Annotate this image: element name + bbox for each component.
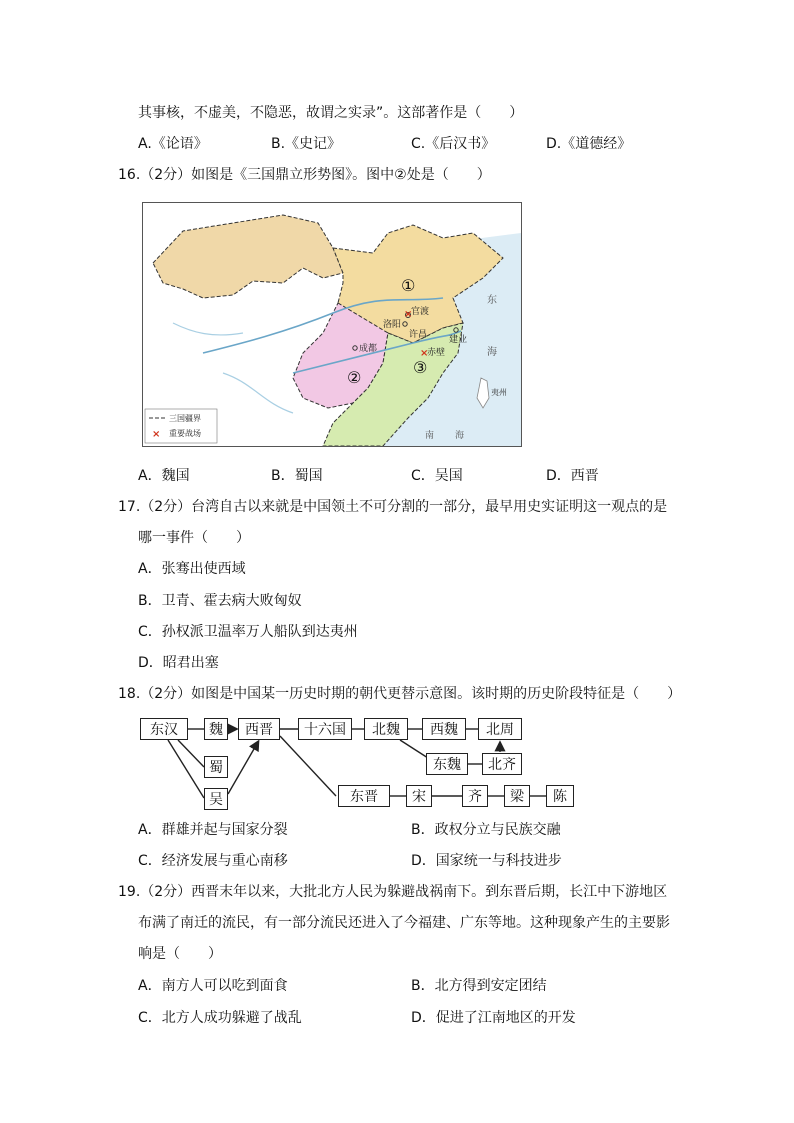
svg-text:×: × — [420, 348, 429, 359]
box-donghan: 东汉 — [140, 718, 188, 740]
q19-option-d[interactable]: D．促进了江南地区的开发 — [411, 1010, 576, 1026]
q19-option-b[interactable]: B．北方得到安定团结 — [411, 978, 547, 994]
map-city-chengdu: 成都 — [359, 344, 378, 354]
q18-option-c[interactable]: C．经济发展与重心南移 — [138, 853, 288, 869]
map-label-3: ③ — [413, 358, 428, 377]
box-shu: 蜀 — [204, 756, 228, 778]
box-beizhou: 北周 — [478, 718, 522, 740]
q16-option-c[interactable]: C．吴国 — [411, 468, 463, 484]
q16-option-d[interactable]: D．西晋 — [546, 468, 599, 484]
map-city-jianye: 建业 — [449, 335, 468, 345]
western-region — [153, 215, 343, 298]
legend-border-label: 三国疆界 — [169, 414, 201, 423]
map-label-nanhai: 海 — [455, 431, 465, 441]
dynasty-diagram — [138, 712, 578, 812]
q17-option-d[interactable]: D．昭君出塞 — [138, 655, 219, 671]
map-city-luoyang: 洛阳 — [383, 320, 402, 330]
q19-option-c[interactable]: C．北方人成功躲避了战乱 — [138, 1010, 302, 1026]
svg-text:×: × — [404, 309, 413, 320]
map-city-guandu: 官渡 — [411, 307, 430, 317]
q15-option-a[interactable]: A.《论语》 — [138, 136, 208, 152]
map-label-dong: 东 — [487, 295, 497, 306]
three-kingdoms-map — [142, 202, 522, 447]
box-shiliuguo: 十六国 — [298, 718, 352, 740]
box-qi: 齐 — [462, 785, 488, 807]
box-wei: 魏 — [204, 718, 228, 740]
box-song: 宋 — [406, 785, 432, 807]
q15-stem-cont: 其事核，不虚美，不隐恶，故谓之实录”。这部著作是（ ） — [138, 105, 524, 121]
q19-stem: 19.（2分）西晋末年以来，大批北方人民为躲避战祸南下。到东晋后期，长江中下游地区 — [118, 884, 668, 900]
box-wu: 吴 — [204, 788, 228, 810]
q19-stem-cont2: 响是（ ） — [138, 946, 222, 962]
box-xiwei: 西魏 — [422, 718, 466, 740]
q16-option-b[interactable]: B．蜀国 — [271, 468, 323, 484]
q19-option-a[interactable]: A．南方人可以吃到面食 — [138, 978, 288, 994]
box-beiwei: 北魏 — [364, 718, 408, 740]
box-liang: 梁 — [504, 785, 530, 807]
q17-stem-cont: 哪一事件（ ） — [138, 530, 250, 546]
map-label-hai: 海 — [487, 347, 497, 358]
q17-stem: 17.（2分）台湾自古以来就是中国领土不可分割的一部分，最早用史实证明这一观点的是 — [118, 499, 668, 515]
box-xijin: 西晋 — [238, 718, 280, 740]
q17-option-b[interactable]: B．卫青、霍去病大败匈奴 — [138, 593, 302, 609]
map-city-xuchang: 许昌 — [409, 330, 428, 340]
q18-option-a[interactable]: A．群雄并起与国家分裂 — [138, 822, 288, 838]
q17-option-c[interactable]: C．孙权派卫温率万人船队到达夷州 — [138, 624, 358, 640]
box-dongwei: 东魏 — [426, 753, 468, 775]
svg-text:×: × — [152, 429, 161, 440]
q15-option-d[interactable]: D.《道德经》 — [546, 136, 632, 152]
q15-option-c[interactable]: C.《后汉书》 — [411, 136, 496, 152]
q18-stem: 18.（2分）如图是中国某一历史时期的朝代更替示意图。该时期的历史阶段特征是（ ） — [118, 686, 682, 702]
q18-option-b[interactable]: B．政权分立与民族交融 — [411, 822, 561, 838]
q16-stem: 16.（2分）如图是《三国鼎立形势图》。图中②处是（ ） — [118, 167, 491, 183]
box-chen: 陈 — [546, 785, 574, 807]
map-label-yizhou: 夷州 — [491, 388, 507, 397]
q16-option-a[interactable]: A．魏国 — [138, 468, 190, 484]
q15-option-b[interactable]: B.《史记》 — [271, 136, 342, 152]
map-city-chibi: 赤壁 — [427, 348, 446, 358]
legend-battle-label: 重要战场 — [169, 429, 201, 438]
q19-stem-cont1: 布满了南迁的流民，有一部分流民还进入了今福建、广东等地。这种现象产生的主要影 — [138, 915, 670, 931]
box-dongjin: 东晋 — [338, 785, 390, 807]
q18-option-d[interactable]: D．国家统一与科技进步 — [411, 853, 562, 869]
box-beiqi: 北齐 — [482, 753, 522, 775]
map-label-2: ② — [347, 368, 362, 387]
map-label-1: ① — [401, 276, 416, 295]
q17-option-a[interactable]: A．张骞出使西域 — [138, 561, 246, 577]
map-label-nan: 南 — [425, 431, 435, 441]
